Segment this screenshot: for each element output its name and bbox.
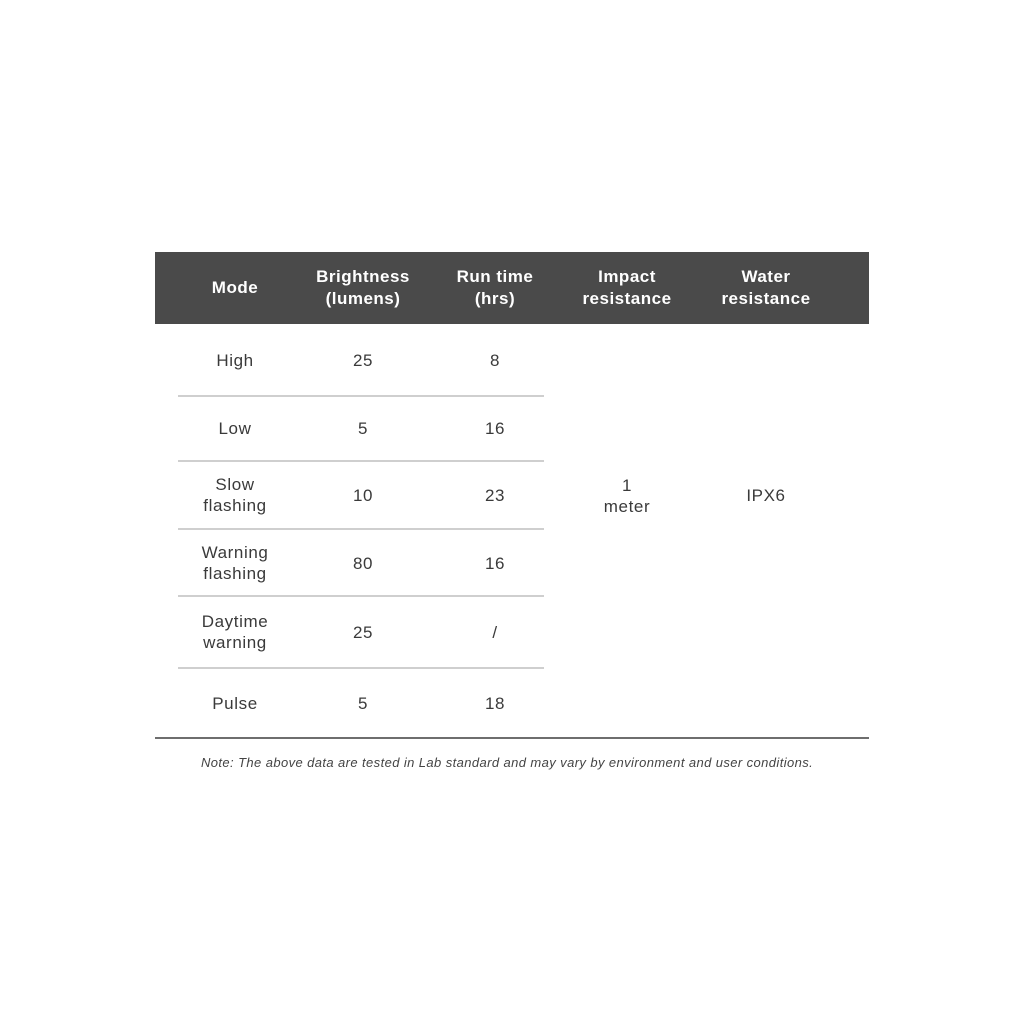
cell-mode: Daytime warning: [201, 612, 269, 652]
footnote: Note: The above data are tested in Lab standard and may vary by environment and user conditions.: [201, 755, 814, 770]
table-bottom-rule: [155, 737, 869, 739]
cell-brightness: 10: [352, 485, 374, 505]
cell-mode: Slow flashing: [203, 475, 267, 515]
cell-impact-resistance: 1 meter: [603, 475, 651, 516]
cell-mode: High: [216, 350, 254, 370]
cell-brightness: 25: [352, 622, 374, 642]
cell-run-time: 23: [484, 485, 506, 505]
header-brightness: Brightness (lumens): [316, 267, 410, 308]
cell-brightness: 5: [357, 418, 369, 438]
cell-brightness: 5: [357, 693, 369, 713]
header-run-time: Run time (hrs): [456, 267, 534, 308]
cell-mode: Pulse: [212, 693, 258, 713]
table-body: [155, 324, 869, 737]
cell-run-time: /: [492, 622, 498, 642]
spec-table: [155, 252, 869, 737]
cell-run-time: 16: [484, 553, 506, 573]
cell-run-time: 18: [484, 693, 506, 713]
cell-run-time: 16: [484, 418, 506, 438]
cell-brightness: 25: [352, 350, 374, 370]
cell-water-resistance: IPX6: [746, 486, 786, 505]
header-mode: Mode: [211, 278, 259, 297]
header-impact-resistance: Impact resistance: [582, 267, 672, 308]
header-water-resistance: Water resistance: [721, 267, 811, 308]
cell-mode: Warning flashing: [201, 543, 269, 583]
cell-brightness: 80: [352, 553, 374, 573]
cell-run-time: 8: [489, 350, 501, 370]
cell-mode: Low: [218, 418, 252, 438]
table-header: [155, 252, 869, 324]
